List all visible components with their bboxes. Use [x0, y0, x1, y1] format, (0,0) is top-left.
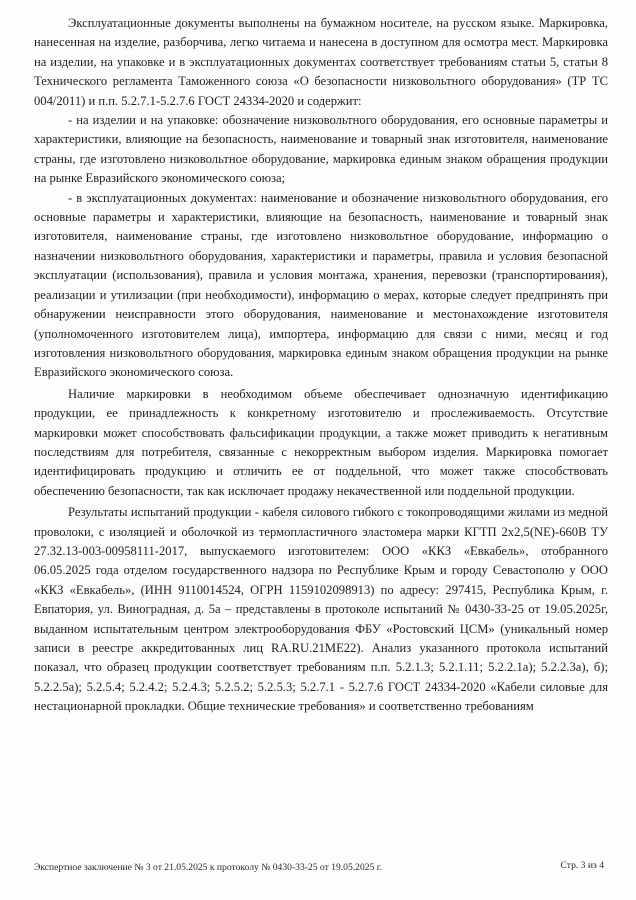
page-number: Стр. 3 из 4	[560, 860, 604, 871]
paragraph-test-results: Результаты испытаний продукции - кабеля силового гибкого с токопроводящими жилами из медной проволоки, с изоляцией и оболочкой из термопластичного эластомера марки КГТП 2х2,5(NE)-660В ТУ 27.32.13-003-00958111-2017, выпускаемого изготовителем: ООО «ККЗ «Евкабель», отобранного 06.05.2025 года отделом государственного надзора по Республике Крым и городу Севастополю у ООО «ККЗ «Евкабель», (ИНН 9110014524, ОГРН 1159102098913) по адресу: 297415, Республика Крым, г. Евпатория, ул. Виноградная, д. 5а – представлены в протоколе испытаний № 0430-33-25 от 19.05.2025г, выданном испытательным центром электрооборудования ФБУ «Ростовский ЦСМ» (уникальный номер записи в реестре аккредитованных лиц RA.RU.21МЕ22). Анализ указанного протокола испытаний показал, что образец продукции соответствует требованиям п.п. 5.2.1.3; 5.2.1.11; 5.2.2.1а); 5.2.2.3а), б); 5.2.2.5а); 5.2.5.4; 5.2.4.2; 5.2.4.3; 5.2.5.2; 5.2.5.3; 5.2.7.1 - 5.2.7.6 ГОСТ 24334-2020 «Кабели силовые для нестационарной прокладки. Общие технические требования» и соответственно требованиям	[34, 505, 608, 714]
footer-document-reference: Экспертное заключение № 3 от 21.05.2025 к протоколу № 0430-33-25 от 19.05.2025 г.	[34, 862, 383, 873]
document-body	[34, 14, 608, 717]
paragraph-marking-docs: - в эксплуатационных документах: наименование и обозначение низковольтного оборудования, его основные параметры и характеристики, влияющие на безопасность, наименование и товарный знак изготовителя, наименование страны, где изготовлено низковольтное оборудование, информацию о назначении низковольтного оборудования, характеристики и параметры, правила и условия безопасной эксплуатации (использования), правила и условия монтажа, хранения, перевозки (транспортирования), реализации и утилизации (при необходимости), информацию о мерах, которые следует предпринять при обнаружении неисправности этого оборудования, наименование и местонахождение изготовителя (уполномоченного изготовителем лица), импортера, информацию для связи с ними, месяц и год изготовления низковольтного оборудования, маркировка единым знаком обращения продукции на рынке Евразийского экономического союза.	[34, 190, 608, 380]
paragraph-operating-docs: Эксплуатационные документы выполнены на бумажном носителе, на русском языке. Маркировка, нанесенная на изделие, разборчива, легко читаема и нанесена в доступном для осмотра мест. Маркировка на изделии, на упаковке и в эксплуатационных документах соответствует требованиям статьи 5, статьи 8 Технического регламента Таможенного союза «О безопасности низковольтного оборудования» (ТР ТС 004/2011) и п.п. 5.2.7.1-5.2.7.6 ГОСТ 24334-2020 и содержит:	[34, 16, 608, 108]
paragraph-marking-product: - на изделии и на упаковке: обозначение низковольтного оборудования, его основные параметры и характеристики, влияющие на безопасность, наименование и товарный знак изготовителя, наименование страны, где изготовлено низковольтное оборудование, маркировка единым знаком обращения продукции на рынке Евразийского экономического союза;	[34, 113, 608, 186]
paragraph-marking-importance: Наличие маркировки в необходимом объеме обеспечивает однозначную идентификацию продукции, ее принадлежность к конкретному изготовителю и прослеживаемость. Отсутствие маркировки может способствовать фальсификации продукции, а также может приводить к негативным последствиям для потребителя, связанные с некорректным выбором изделия. Маркировка помогает идентифицировать продукцию и отличить ее от поддельной, что может также способствовать обеспечению безопасности, так как исключает продажу некачественной или поддельной продукции.	[34, 386, 608, 498]
